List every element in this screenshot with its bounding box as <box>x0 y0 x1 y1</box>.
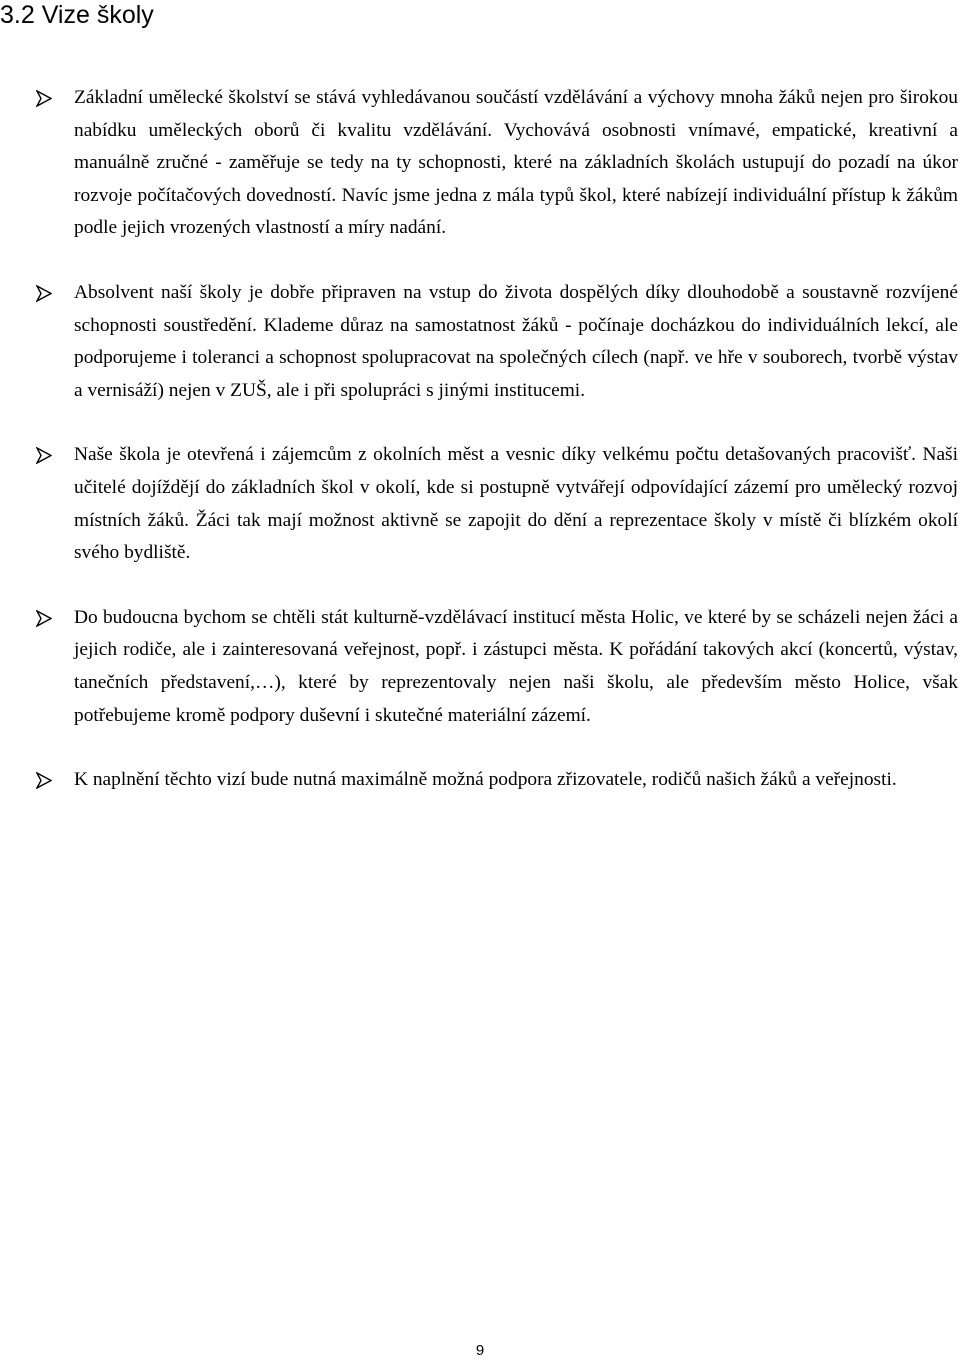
arrowhead-bullet-icon <box>36 772 52 789</box>
section-heading: 3.2 Vize školy <box>0 1 154 29</box>
list-item-text: Základní umělecké školství se stává vyhledávanou součástí vzdělávání a výchovy mnoha žáků nejen pro širokou nabídku uměleckých oborů či kvalitu vzdělávání. Vychovává osobnosti vnímavé, empatické, kreativní a manuálně zručné - zaměřuje se tedy na ty schopnosti, které na základních školách ustupují do pozadí na úkor rozvoje počítačových dovedností. Navíc jsme jedna z mála typů škol, které nabízejí individuální přístup k žákům podle jejich vrozených vlastností a míry nadání. <box>74 87 958 239</box>
list-item <box>0 602 960 732</box>
list-item-text: Naše škola je otevřená i zájemcům z okolních měst a vesnic díky velkému počtu detašovaných pracovišť. Naši učitelé dojíždějí do základních škol v okolí, kde si postupně vytvářejí odpovídající zázemí pro umělecký rozvoj místních žáků. Žáci tak mají možnost aktivně se zapojit do dění a reprezentace školy v místě či blízkém okolí svého bydliště. <box>74 444 958 564</box>
list-item <box>0 82 960 245</box>
arrowhead-bullet-icon <box>36 285 52 302</box>
list-item <box>0 764 960 797</box>
list-item-text: Do budoucna bychom se chtěli stát kulturně-vzdělávací institucí města Holic, ve které by se scházeli nejen žáci a jejich rodiče, ale i zainteresovaná veřejnost, popř. i zástupci města. K pořádání takových akcí (koncertů, výstav, tanečních představení,…), které by reprezentovaly nejen naši školu, ale především město Holice, však potřebujeme kromě podpory duševní i skutečné materiální zázemí. <box>74 606 958 726</box>
list-item <box>0 439 960 569</box>
arrowhead-bullet-icon <box>36 447 52 464</box>
list-item-text: Absolvent naší školy je dobře připraven na vstup do života dospělých díky dlouhodobě a soustavně rozvíjené schopnosti soustředění. Klademe důraz na samostatnost žáků - počínaje docházkou do individuálních lekcí, ale podporujeme i toleranci a schopnost spolupracovat na společných cílech (např. ve hře v souborech, tvorbě výstav a vernisáží) nejen v ZUŠ, ale i při spolupráci s jinými institucemi. <box>74 281 958 401</box>
list-item <box>0 277 960 407</box>
arrowhead-bullet-icon <box>36 90 52 107</box>
page-number: 9 <box>475 1342 485 1359</box>
arrowhead-bullet-icon <box>36 610 52 627</box>
vision-bullet-list <box>0 82 960 829</box>
list-item-text: K naplnění těchto vizí bude nutná maximálně možná podpora zřizovatele, rodičů našich žáků a veřejnosti. <box>74 769 897 791</box>
